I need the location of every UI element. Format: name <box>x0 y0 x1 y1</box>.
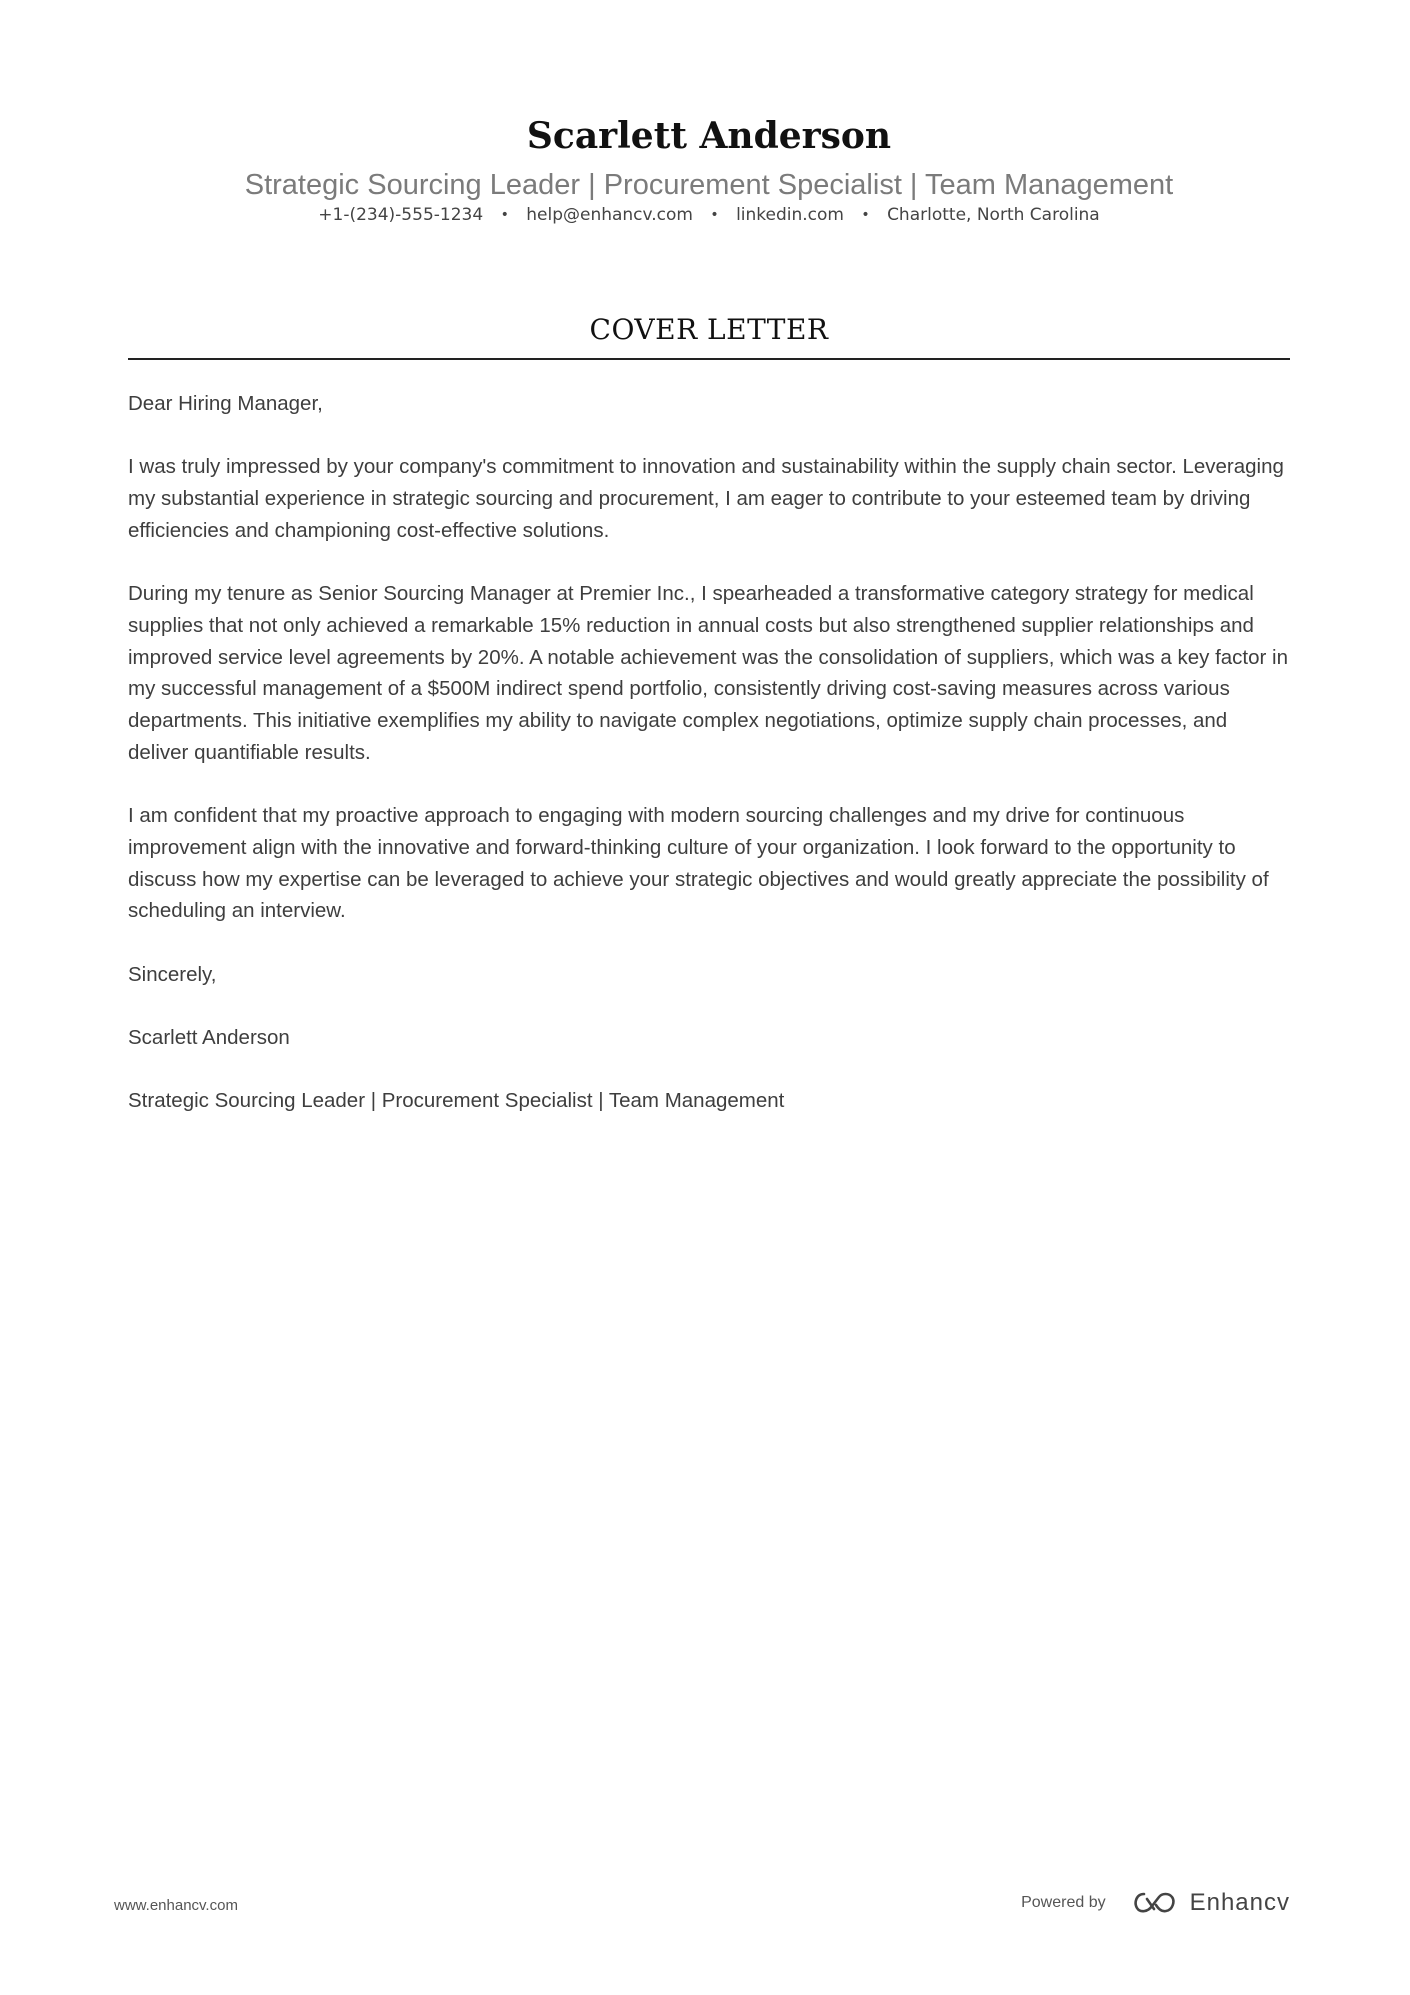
cover-letter-page <box>128 0 1290 1149</box>
contact-location: Charlotte, North Carolina <box>887 205 1100 225</box>
signature-name: Scarlett Anderson <box>128 1025 290 1049</box>
enhancv-logo-icon <box>1132 1890 1178 1916</box>
letter-closing: Sincerely, <box>128 962 217 986</box>
letter-paragraph: I am confident that my proactive approach to engaging with modern sourcing challenges and my drive for continuous improvement align with the innovative and forward-thinking culture of your organization. I look forward to the opportunity to discuss how my expertise can be leveraged to achieve your strategic objectives and would greatly appreciate the possibility of scheduling an interview. <box>128 804 1269 923</box>
contact-separator: • <box>710 207 719 223</box>
contact-phone: +1-(234)-555-1234 <box>318 205 484 225</box>
header <box>128 0 1290 226</box>
section-title: COVER LETTER <box>589 313 829 346</box>
letter-body <box>128 388 1290 1117</box>
contact-linkedin: linkedin.com <box>736 205 844 225</box>
letter-paragraph: During my tenure as Senior Sourcing Manager at Premier Inc., I spearheaded a transformative category strategy for medical supplies that not only achieved a remarkable 15% reduction in annual costs but also strengthened supplier relationships and improved service level agreements by 20%. A notable achievement was the consolidation of suppliers, which was a key factor in my successful management of a $500M indirect spend portfolio, consistently driving cost-saving measures across various departments. This initiative exemplifies my ability to navigate complex negotiations, optimize supply chain processes, and deliver quantifiable results. <box>128 582 1289 764</box>
letter-paragraph: I was truly impressed by your company's commitment to innovation and sustainability within the supply chain sector. Leveraging my substantial experience in strategic sourcing and procurement, I am eager to contribute to your esteemed team by driving efficiencies and championing cost-effective solutions. <box>128 455 1284 542</box>
contact-separator: • <box>861 207 870 223</box>
candidate-subtitle: Strategic Sourcing Leader | Procurement Specialist | Team Management <box>244 169 1174 201</box>
contact-email: help@enhancv.com <box>526 205 693 225</box>
powered-by-label: Powered by <box>1021 1894 1106 1911</box>
contact-line <box>128 204 1290 226</box>
signature-title: Strategic Sourcing Leader | Procurement Specialist | Team Management <box>128 1089 785 1113</box>
letter-greeting: Dear Hiring Manager, <box>128 392 323 415</box>
enhancv-brand: Enhancv <box>1189 1889 1290 1916</box>
candidate-name: Scarlett Anderson <box>526 115 892 157</box>
footer-website: www.enhancv.com <box>114 1897 238 1914</box>
footer-branding <box>1021 1889 1290 1917</box>
section-divider <box>128 358 1290 360</box>
contact-separator: • <box>500 207 509 223</box>
